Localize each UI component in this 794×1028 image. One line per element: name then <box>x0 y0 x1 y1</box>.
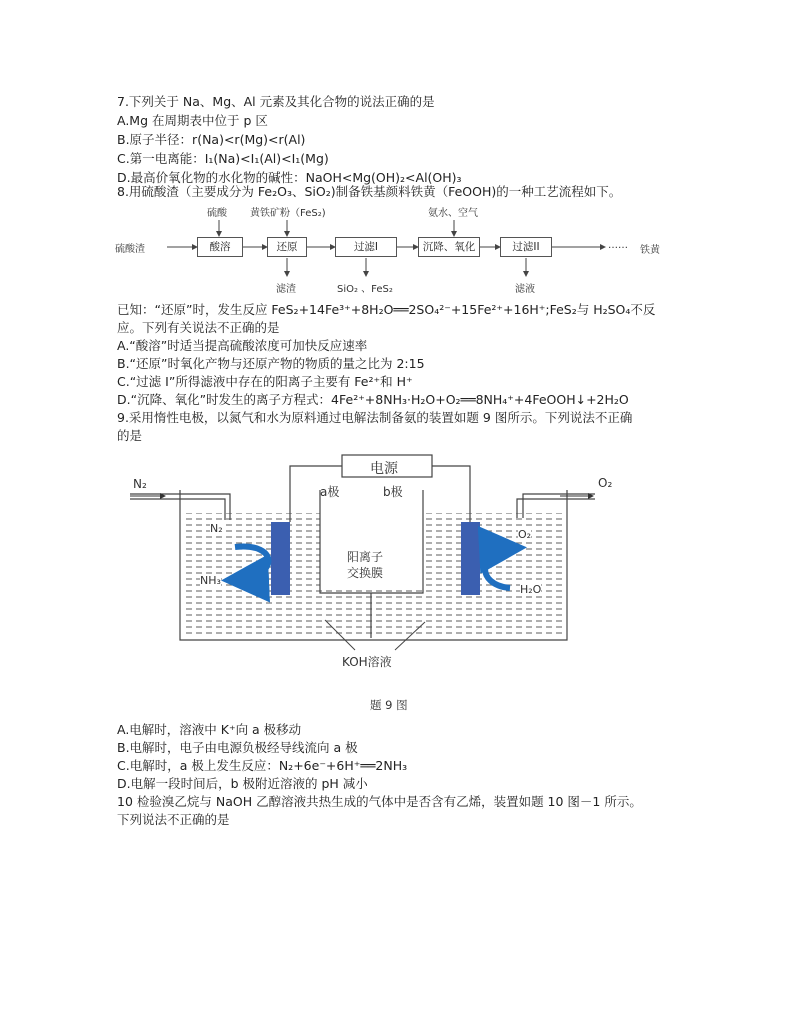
q10-stem-line-1: 10 检验溴乙烷与 NaOH 乙醇溶液共热生成的气体中是否含有乙烯，装置如题 10 图－1 所示。 <box>117 794 642 809</box>
flow-product-label: 铁黄 <box>640 245 660 256</box>
q7-option-b: B.原子半径：r(Na)<r(Mg)<r(Al) <box>117 132 306 147</box>
electrode-b <box>461 522 480 595</box>
q8-option-c: C.“过滤 I”所得滤液中存在的阳离子主要有 Fe²⁺和 H⁺ <box>117 374 413 389</box>
q9-option-d: D.电解一段时间后，b 极附近溶液的 pH 减小 <box>117 776 368 791</box>
electrode-a-label: a极 <box>320 485 340 499</box>
q8-option-d: D.“沉降、氧化”时发生的离子方程式：4Fe²⁺+8NH₃·H₂O+O₂══8NH₄⁺+4FeOOH↓+2H₂O <box>117 392 629 407</box>
electrode-a <box>271 522 290 595</box>
flow-output-sio2-fes2: SiO₂ 、FeS₂ <box>337 284 393 295</box>
o2-outlet-label: O₂ <box>598 476 613 490</box>
q8-option-a: A.“酸溶”时适当提高硫酸浓度可加快反应速率 <box>117 338 368 353</box>
q7-option-d: D.最高价氧化物的水化物的碱性：NaOH<Mg(OH)₂<Al(OH)₃ <box>117 170 462 185</box>
flow-step-filter-1: 过滤I <box>335 237 397 257</box>
figure-9-caption: 题 9 图 <box>370 698 408 712</box>
power-supply-label: 电源 <box>370 461 398 477</box>
membrane-label-line-1: 阳离子 <box>347 550 384 564</box>
flow-step-settle-oxidize: 沉降、氧化 <box>418 237 480 257</box>
flow-input-ammonia-air: 氨水、空气 <box>428 208 478 219</box>
q9-stem-line-1: 9.采用惰性电极，以氮气和水为原料通过电解法制备氨的装置如题 9 图所示。下列说法不正确 <box>117 410 633 425</box>
right-reactant-label: H₂O <box>520 583 542 596</box>
electrode-b-label: b极 <box>383 485 403 499</box>
flow-step-filter-2: 过滤II <box>500 237 552 257</box>
process-flowchart <box>115 200 675 296</box>
n2-inlet-label: N₂ <box>133 477 147 491</box>
flow-step-reduce: 还原 <box>267 237 307 257</box>
flow-output-residue: 滤渣 <box>276 284 296 295</box>
q10-stem-line-2: 下列说法不正确的是 <box>117 812 230 827</box>
flow-input-label: 硫酸渣 <box>115 244 145 255</box>
left-reactant-label: N₂ <box>210 522 223 535</box>
membrane-label-line-2: 交换膜 <box>347 566 384 580</box>
flow-output-filtrate: 滤液 <box>515 284 535 295</box>
q8-known-line-2: 应。下列有关说法不正确的是 <box>117 320 280 335</box>
q8-known-line-1: 已知：“还原”时，发生反应 FeS₂+14Fe³⁺+8H₂O══2SO₄²⁻+15Fe²⁺+16H⁺;FeS₂与 H₂SO₄不反 <box>117 302 656 317</box>
q8-stem: 8.用硫酸渣（主要成分为 Fe₂O₃、SiO₂)制备铁基颜料铁黄（FeOOH)的一种工艺流程如下。 <box>117 184 622 199</box>
q9-option-c: C.电解时，a 极上发生反应：N₂+6e⁻+6H⁺══2NH₃ <box>117 758 408 773</box>
flow-ellipsis: …… <box>608 240 628 251</box>
q7-option-a: A.Mg 在周期表中位于 p 区 <box>117 113 268 128</box>
flow-input-sulfuric-acid: 硫酸 <box>207 208 227 219</box>
q8-option-b: B.“还原”时氧化产物与还原产物的物质的量之比为 2:15 <box>117 356 425 371</box>
koh-solution-label: KOH溶液 <box>342 655 392 669</box>
flow-step-acid-dissolve: 酸溶 <box>197 237 243 257</box>
left-product-label: NH₃ <box>200 574 221 587</box>
right-product-label: O₂ <box>518 528 532 541</box>
q9-option-b: B.电解时，电子由电源负极经导线流向 a 极 <box>117 740 358 755</box>
q7-option-c: C.第一电离能：I₁(Na)<I₁(Al)<I₁(Mg) <box>117 151 329 166</box>
flow-input-pyrite: 黄铁矿粉（FeS₂) <box>250 208 326 219</box>
q9-stem-line-2: 的是 <box>117 428 143 443</box>
q7-stem: 7.下列关于 Na、Mg、Al 元素及其化合物的说法正确的是 <box>117 94 435 109</box>
q9-option-a: A.电解时，溶液中 K⁺向 a 极移动 <box>117 722 302 737</box>
electrolysis-figure <box>125 450 613 680</box>
